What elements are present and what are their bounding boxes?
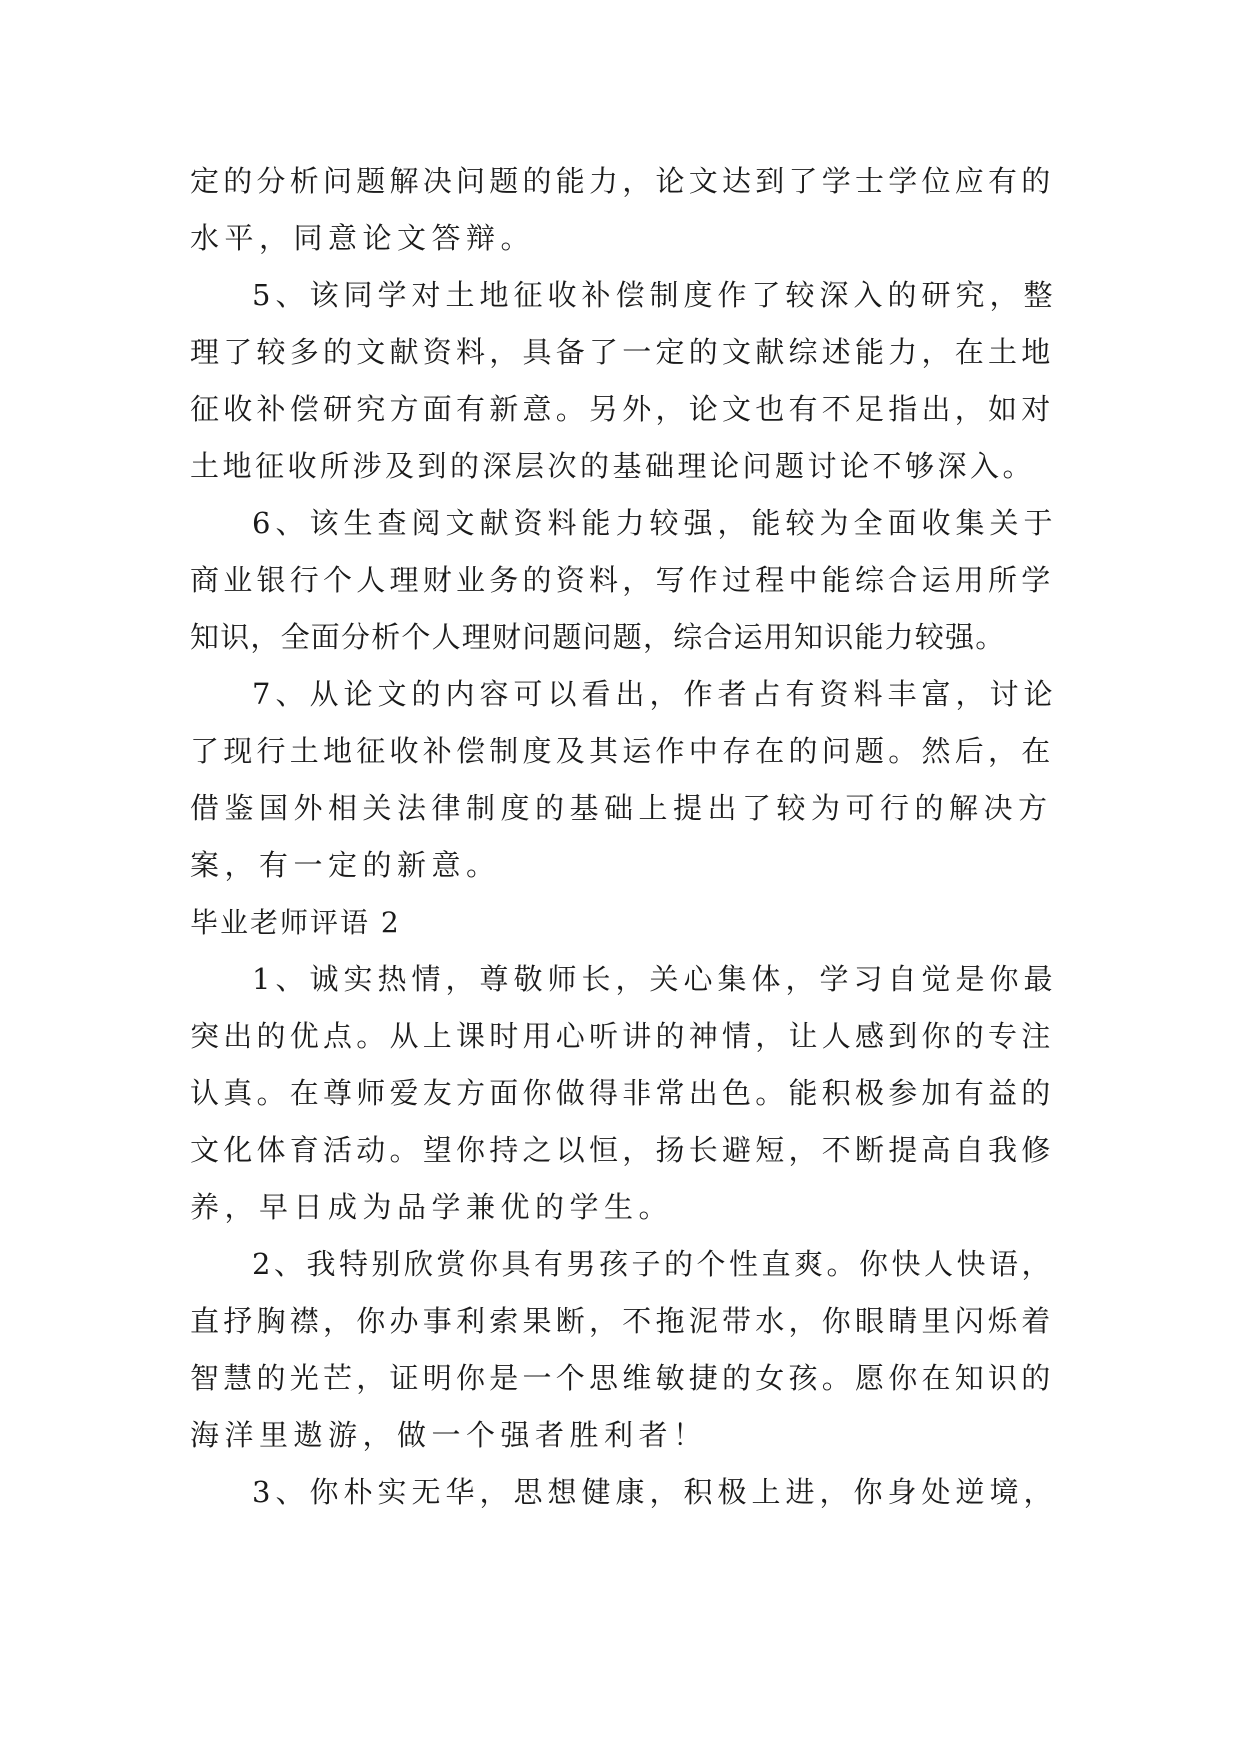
paragraph-line: 5、该同学对土地征收补偿制度作了较深入的研究，整 <box>252 278 1058 312</box>
paragraph-line: 2、我特别欣赏你具有男孩子的个性直爽。你快人快语， <box>252 1247 1054 1281</box>
paragraph-line: 突出的优点。从上课时用心听讲的神情，让人感到你的专注 <box>190 1019 1055 1053</box>
paragraph-line: 6、该生查阅文献资料能力较强，能较为全面收集关于 <box>252 506 1058 540</box>
paragraph-line: 直抒胸襟，你办事利索果断，不拖泥带水，你眼睛里闪烁着 <box>190 1304 1055 1338</box>
paragraph-line: 案，有一定的新意。 <box>190 848 501 882</box>
paragraph-line: 养，早日成为品学兼优的学生。 <box>190 1190 674 1224</box>
paragraph-line: 智慧的光芒，证明你是一个思维敏捷的女孩。愿你在知识的 <box>190 1361 1055 1395</box>
document-body <box>190 153 1060 1521</box>
paragraph-line: 土地征收所涉及到的深层次的基础理论问题讨论不够深入。 <box>190 449 1036 483</box>
paragraph-line: 海洋里遨游，做一个强者胜利者！ <box>190 1418 708 1452</box>
paragraph-line: 1、诚实热情，尊敬师长，关心集体，学习自觉是你最 <box>252 962 1058 996</box>
paragraph-line: 水平，同意论文答辩。 <box>190 221 536 255</box>
paragraph-line: 3、你朴实无华，思想健康，积极上进，你身处逆境， <box>252 1475 1058 1509</box>
paragraph-line: 文化体育活动。望你持之以恒，扬长避短，不断提高自我修 <box>190 1133 1055 1167</box>
section-heading: 毕业老师评语 2 <box>190 906 401 939</box>
paragraph-line: 知识，全面分析个人理财问题问题，综合运用知识能力较强。 <box>190 620 1006 654</box>
paragraph-line: 认真。在尊师爱友方面你做得非常出色。能积极参加有益的 <box>190 1076 1055 1110</box>
paragraph-line: 定的分析问题解决问题的能力，论文达到了学士学位应有的 <box>190 164 1055 198</box>
paragraph-line: 理了较多的文献资料，具备了一定的文献综述能力，在土地 <box>190 335 1055 369</box>
paragraph-line: 了现行土地征收补偿制度及其运作中存在的问题。然后，在 <box>190 734 1055 768</box>
paragraph-line: 借鉴国外相关法律制度的基础上提出了较为可行的解决方 <box>190 791 1053 825</box>
paragraph-line: 征收补偿研究方面有新意。另外，论文也有不足指出，如对 <box>190 392 1055 426</box>
paragraph-line: 商业银行个人理财业务的资料，写作过程中能综合运用所学 <box>190 563 1055 597</box>
paragraph-line: 7、从论文的内容可以看出，作者占有资料丰富，讨论 <box>252 677 1058 711</box>
